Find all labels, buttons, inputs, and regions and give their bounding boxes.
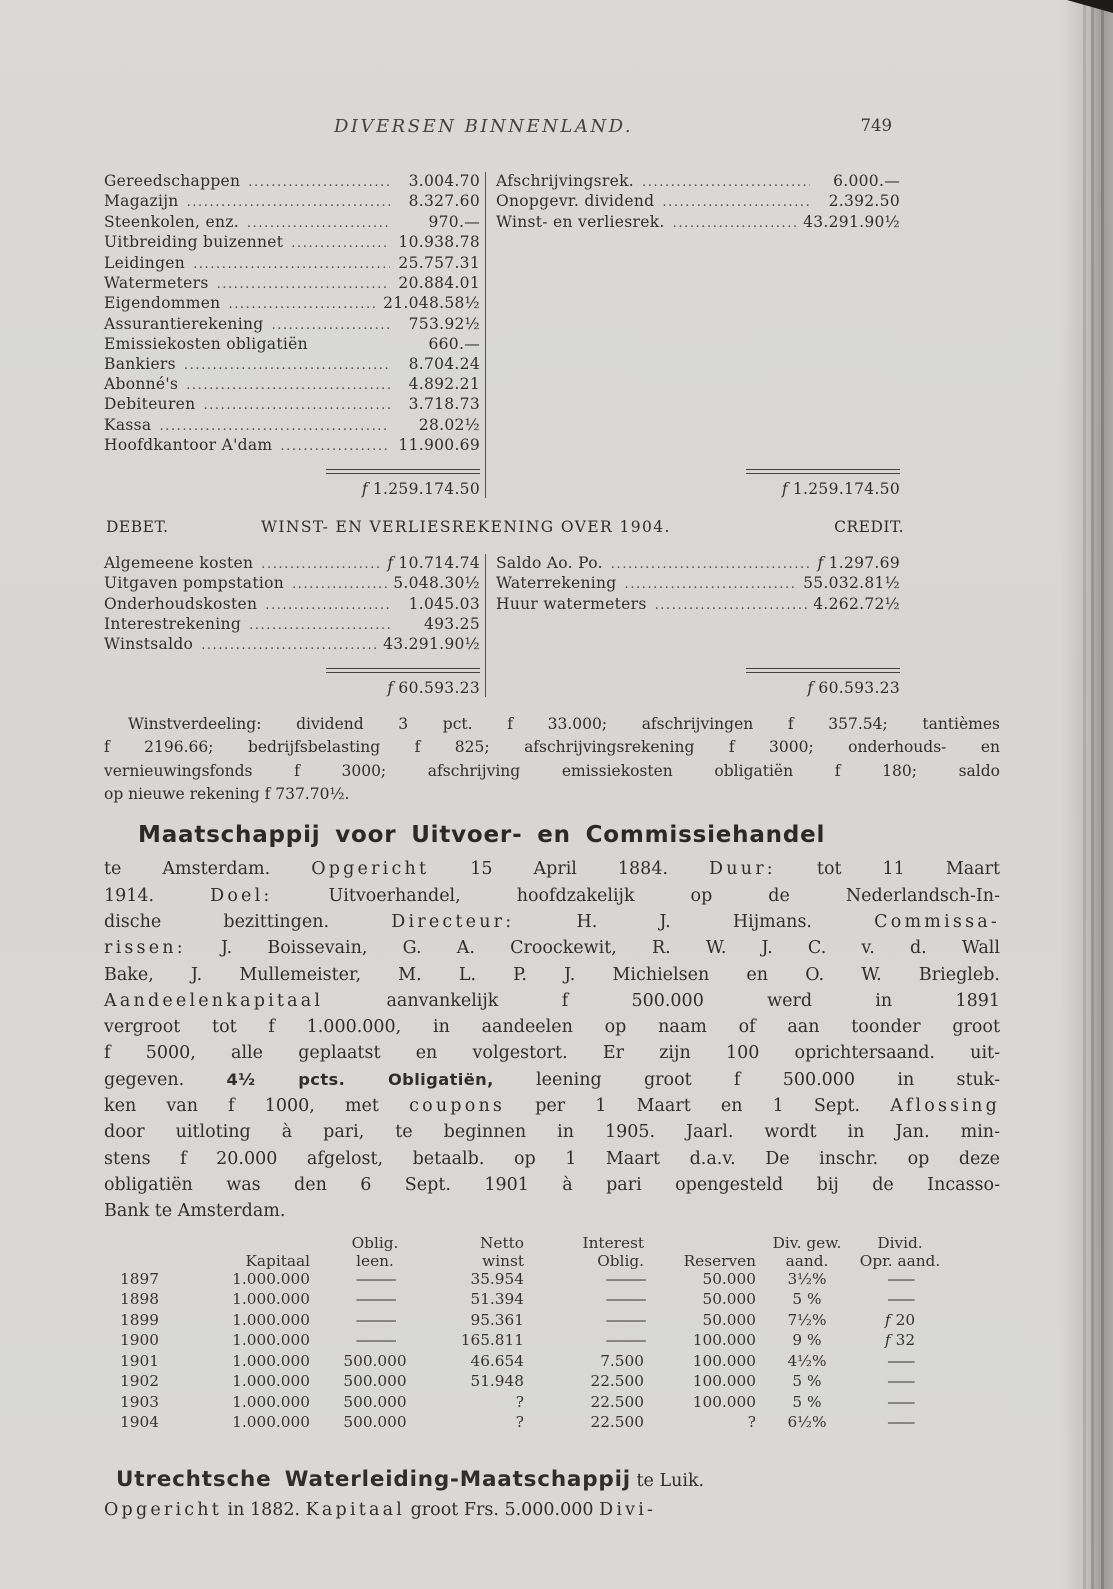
ledger-label: Gereedschappen <box>104 172 241 190</box>
text-line <box>104 935 1000 961</box>
text-segment: vernieuwingsfonds f 3000; afschrijving emissiekosten obligatiën f 180; saldo <box>104 761 1000 780</box>
ledger-value: 4.262.72½ <box>813 594 900 613</box>
ledger-row <box>104 254 480 274</box>
company-name-heading: Maatschappij voor Uitvoer- en Commissiehandel <box>138 822 826 849</box>
total-value: 60.593.23 <box>818 678 900 697</box>
text-segment: rissen: <box>104 938 186 959</box>
ledger-value: 6.000.— <box>833 172 900 190</box>
total-value: 1.259.174.50 <box>792 479 900 498</box>
total-rule <box>326 668 480 673</box>
table-header-cell: Kapitaal <box>245 1251 310 1270</box>
florin-sign: f <box>387 553 394 572</box>
table-header-cell <box>112 1235 178 1253</box>
balance-credit-total <box>496 469 900 498</box>
table-cell: 1.000.000 <box>232 1331 310 1349</box>
ledger-label: Winstsaldo <box>104 635 194 654</box>
ledger-label: Saldo Ao. Po. <box>496 553 603 572</box>
ledger-label: Afschrijvingsrek. <box>496 172 635 190</box>
table-cell: 500.000 <box>343 1351 407 1370</box>
pnl-debit-column <box>104 554 486 697</box>
text-line <box>104 783 1000 806</box>
florin-sign: f <box>817 553 824 572</box>
running-head <box>104 116 1004 142</box>
ledger-row <box>104 294 480 314</box>
table-cell: 1897 <box>120 1269 159 1288</box>
table-row <box>112 1373 946 1394</box>
table-header-cell: Reserven <box>683 1251 756 1270</box>
total-rule <box>746 668 900 673</box>
dot-leader <box>203 395 390 415</box>
table-cell: f 32 <box>884 1331 916 1349</box>
balance-debit-column <box>104 172 486 498</box>
table-cell: 7½% <box>787 1310 827 1329</box>
text-line <box>104 736 1000 759</box>
ledger-label: Assurantierekening <box>104 314 264 333</box>
dot-leader <box>642 172 810 192</box>
table-cell: 100.000 <box>692 1392 756 1411</box>
text-line <box>104 883 1000 909</box>
text-line <box>104 962 1000 988</box>
total-amount <box>496 480 900 498</box>
text-line <box>104 988 1000 1014</box>
text-segment: Opgericht <box>104 1499 222 1520</box>
financial-year-table <box>112 1235 946 1435</box>
text-segment: groot Frs. 5.000.000 <box>405 1499 600 1520</box>
page-title: DIVERSEN BINNENLAND. <box>334 116 634 137</box>
table-header-cell <box>656 1235 760 1253</box>
dot-leader <box>249 615 390 635</box>
florin-sign: f <box>361 479 368 498</box>
ledger-row <box>496 595 900 615</box>
ledger-label: Uitbreiding buizennet <box>104 233 284 252</box>
table-cell: —— <box>887 1290 913 1308</box>
table-cell: ? <box>747 1413 756 1431</box>
ledger-value: 21.048.58½ <box>383 294 480 313</box>
dot-leader <box>184 355 390 375</box>
ledger-label: Onopgevr. dividend <box>496 192 655 211</box>
dot-leader <box>217 274 390 294</box>
total-rule <box>326 469 480 474</box>
ledger-label: Algemeene kosten <box>104 553 254 572</box>
table-row <box>112 1291 946 1312</box>
ledger-row <box>104 213 480 233</box>
text-line <box>104 909 1000 935</box>
table-header-cell: Div. gew. <box>772 1233 842 1252</box>
ledger-value: 753.92½ <box>408 314 480 333</box>
balance-debit-items <box>104 172 480 457</box>
table-cell: 1899 <box>120 1310 159 1329</box>
ledger-value: f 1.297.69 <box>817 553 900 572</box>
table-header-cell: winst <box>482 1251 524 1270</box>
text-line <box>104 1198 1000 1224</box>
table-cell: —— <box>887 1413 913 1431</box>
winstverdeeling-paragraph <box>104 713 1000 807</box>
table-cell: ——— <box>355 1269 395 1288</box>
ledger-label: Onderhoudskosten <box>104 594 258 613</box>
table-header-cell: leen. <box>356 1251 394 1270</box>
ledger-label: Kassa <box>104 415 152 434</box>
table-cell: —— <box>887 1392 913 1411</box>
table-header-cell: Opr. aand. <box>859 1251 941 1270</box>
table-cell: ——— <box>605 1290 644 1308</box>
dot-leader <box>655 595 808 615</box>
ledger-label: Waterrekening <box>496 574 617 593</box>
text-segment: stens f 20.000 afgelost, betaalb. op 1 Maart d.a.v. De inschr. op deze <box>104 1148 1000 1169</box>
ledger-label: Eigendommen <box>104 294 221 313</box>
debet-label: DEBET. <box>106 517 169 536</box>
ledger-row <box>104 355 480 375</box>
text-segment: leening groot f 500.000 in stuk- <box>493 1069 1000 1090</box>
ledger-row <box>104 192 480 212</box>
ledger-row <box>104 574 480 594</box>
ledger-row <box>104 436 480 456</box>
dot-leader <box>261 554 381 574</box>
table-cell: 5 % <box>792 1372 822 1390</box>
ledger-value: f 10.714.74 <box>387 553 480 572</box>
table-cell: 50.000 <box>702 1269 756 1288</box>
credit-label: CREDIT. <box>834 517 904 536</box>
ledger-value: 55.032.81½ <box>803 574 900 593</box>
text-segment: Divi- <box>599 1499 657 1520</box>
table-row <box>112 1332 946 1353</box>
total-amount <box>104 679 480 697</box>
ledger-value: 43.291.90½ <box>803 212 900 231</box>
pnl-title: WINST- EN VERLIESREKENING OVER 1904. <box>261 517 671 536</box>
table-row <box>112 1353 946 1374</box>
table-cell: 22.500 <box>590 1392 644 1411</box>
ledger-row <box>104 635 480 655</box>
text-segment: obligatiën was den 6 Sept. 1901 à pari opengesteld bij de Incasso- <box>104 1174 1000 1195</box>
ledger-value: 4.892.21 <box>408 375 480 394</box>
table-cell: 5 % <box>792 1392 822 1411</box>
company2-heading-paragraph <box>104 1465 1000 1525</box>
table-cell: 35.954 <box>470 1269 524 1288</box>
pnl-debit-total <box>104 668 480 697</box>
florin-sign: f <box>884 1310 891 1329</box>
table-cell: ——— <box>605 1331 644 1349</box>
ledger-value: 493.25 <box>423 614 480 633</box>
table-cell: 6½% <box>787 1413 827 1431</box>
total-rule <box>746 469 900 474</box>
text-segment: coupons <box>409 1096 506 1117</box>
dot-leader <box>265 595 390 615</box>
total-amount <box>496 679 900 697</box>
florin-sign: f <box>884 1331 891 1349</box>
ledger-row <box>104 335 480 354</box>
text-segment: Opgericht <box>311 859 430 880</box>
text-segment: te Luik. <box>630 1470 705 1491</box>
dot-leader <box>201 635 377 655</box>
ledger-value: 3.004.70 <box>408 172 480 190</box>
text-segment: Doel: <box>210 885 273 906</box>
table-cell: ? <box>515 1392 524 1411</box>
table-header-cell: Interest <box>582 1233 644 1252</box>
text-segment: f 5000, alle geplaatst en volgestort. Er zijn 100 oprichtersaand. uit- <box>104 1043 1000 1064</box>
ledger-row <box>104 274 480 294</box>
table-cell: 1898 <box>120 1290 159 1308</box>
company-description-paragraph <box>104 856 1000 1224</box>
table-cell: 1.000.000 <box>232 1392 310 1411</box>
balance-debit-total <box>104 469 480 498</box>
table-cell: —— <box>887 1372 913 1390</box>
table-cell: 3½% <box>787 1269 827 1288</box>
pnl-credit-total <box>496 668 900 697</box>
table-cell: 5 % <box>792 1290 822 1308</box>
text-segment: te Amsterdam. <box>104 859 312 880</box>
table-cell: 7.500 <box>600 1351 644 1370</box>
page-number: 749 <box>860 116 892 135</box>
table-cell: 1901 <box>120 1351 159 1370</box>
text-line <box>104 1067 1000 1093</box>
text-segment: gegeven. <box>104 1069 227 1090</box>
table-cell: 1.000.000 <box>232 1413 310 1431</box>
dot-leader <box>673 213 797 233</box>
table-cell: f 20 <box>884 1310 916 1329</box>
text-segment: H. J. Hijmans. <box>514 911 875 932</box>
ledger-value: 2.392.50 <box>828 192 900 211</box>
ledger-label: Abonné's <box>104 375 179 394</box>
ledger-row <box>104 395 480 415</box>
table-cell: ? <box>515 1413 524 1431</box>
pnl-credit-column <box>486 554 900 697</box>
ledger-value: 3.718.73 <box>408 395 480 414</box>
text-line <box>104 713 1000 736</box>
table-cell: ——— <box>605 1310 644 1329</box>
table-header-cell: Netto <box>480 1233 524 1252</box>
dot-leader <box>271 315 390 335</box>
balance-sheet <box>104 172 1004 498</box>
text-segment: Utrechtsche Waterleiding-Maatschappij <box>116 1466 631 1492</box>
text-line <box>104 1040 1000 1066</box>
ledger-value: 970.— <box>428 212 480 231</box>
text-segment: 1914. <box>104 885 211 906</box>
dot-leader <box>625 574 798 594</box>
table-cell: 9 % <box>792 1331 822 1349</box>
text-segment: Directeur: <box>391 911 515 932</box>
text-segment: Uitvoerhandel, hoofdzakelijk op de Nederlandsch-In- <box>272 885 1000 906</box>
table-cell: ——— <box>355 1310 395 1329</box>
table-cell: 50.000 <box>702 1310 756 1329</box>
total-value: 60.593.23 <box>398 678 480 697</box>
text-line <box>104 1172 1000 1198</box>
dot-leader <box>186 375 390 395</box>
dot-leader <box>159 416 390 436</box>
table-cell: 100.000 <box>692 1372 756 1390</box>
table-row <box>112 1394 946 1415</box>
table-cell: 1.000.000 <box>232 1372 310 1390</box>
table-cell: —— <box>887 1351 913 1370</box>
table-cell: —— <box>887 1269 913 1288</box>
table-header-cell <box>112 1253 178 1271</box>
table-cell: 500.000 <box>343 1392 407 1411</box>
table-row <box>112 1271 946 1292</box>
page-corner-shadow <box>1067 0 1113 13</box>
dot-leader <box>292 574 387 594</box>
text-segment: tot 11 Maart <box>775 859 1001 880</box>
text-segment: in 1882. <box>221 1499 306 1520</box>
table-cell: 4½% <box>787 1351 827 1370</box>
ledger-row <box>496 554 900 574</box>
table-cell: 1904 <box>120 1413 159 1431</box>
table-cell: 1903 <box>120 1392 159 1411</box>
text-segment: door uitloting à pari, te beginnen in 1905. Jaarl. wordt in Jan. min- <box>104 1122 1000 1143</box>
ledger-value: 28.02½ <box>418 415 480 434</box>
ledger-row <box>104 315 480 335</box>
text-line <box>104 1465 1000 1496</box>
text-segment: Winstverdeeling: dividend 3 pct. f 33.000; afschrijvingen f 357.54; tantièmes <box>128 714 1000 733</box>
ledger-row <box>104 615 480 635</box>
ledger-row <box>104 375 480 395</box>
ledger-label: Magazijn <box>104 192 179 211</box>
table-header-row <box>112 1253 946 1271</box>
table-cell: 46.654 <box>470 1351 524 1370</box>
text-line <box>104 760 1000 783</box>
page-content <box>104 116 1004 1525</box>
ledger-value: 5.048.30½ <box>393 574 480 593</box>
total-value: 1.259.174.50 <box>372 479 480 498</box>
florin-sign: f <box>781 479 788 498</box>
text-segment: Aflossing <box>890 1096 1000 1117</box>
text-line <box>104 1119 1000 1145</box>
table-cell: 95.361 <box>470 1310 524 1329</box>
text-segment: aanvankelijk f 500.000 werd in 1891 <box>323 990 1000 1011</box>
table-cell: 1902 <box>120 1372 159 1390</box>
table-cell: 1.000.000 <box>232 1269 310 1288</box>
florin-sign: f <box>807 678 814 697</box>
page-edge-shadow <box>1061 0 1113 1589</box>
table-cell: 1.000.000 <box>232 1310 310 1329</box>
ledger-label: Uitgaven pompstation <box>104 574 285 593</box>
text-segment: f 2196.66; bedrijfsbelasting f 825; afschrijvingsrekening f 3000; onderhouds- en <box>104 738 1000 757</box>
table-cell: 100.000 <box>692 1351 756 1370</box>
ledger-label: Huur watermeters <box>496 594 647 613</box>
table-cell: 22.500 <box>590 1372 644 1390</box>
table-header-cell: Divid. <box>877 1233 923 1252</box>
table-cell: 1900 <box>120 1331 159 1349</box>
pnl-header <box>104 518 1004 540</box>
ledger-value: 1.045.03 <box>408 594 480 613</box>
table-cell: 500.000 <box>343 1413 407 1431</box>
table-cell: 100.000 <box>692 1331 756 1349</box>
ledger-value: 25.757.31 <box>398 253 480 272</box>
text-line <box>104 856 1000 882</box>
table-cell: 51.948 <box>470 1372 524 1390</box>
ledger-label: Emissiekosten obligatiën <box>104 335 308 354</box>
table-header-cell <box>178 1235 322 1253</box>
text-segment: dische bezittingen. <box>104 911 392 932</box>
text-line <box>104 1093 1000 1119</box>
profit-loss-sheet <box>104 554 1004 697</box>
table-row <box>112 1312 946 1333</box>
text-segment: Bake, J. Mullemeister, M. L. P. J. Michielsen en O. W. Briegleb. <box>104 964 1000 985</box>
ledger-label: Bankiers <box>104 354 176 373</box>
ledger-label: Leidingen <box>104 253 186 272</box>
dot-leader <box>248 172 390 192</box>
dot-leader <box>247 213 390 233</box>
table-header-cell: Oblig. <box>597 1251 644 1270</box>
text-segment: 4½ pcts. Obligatiën, <box>226 1069 494 1089</box>
table-header-cell: aand. <box>785 1251 829 1270</box>
table-cell: 51.394 <box>470 1290 524 1308</box>
table-header-cell: Oblig. <box>351 1233 399 1252</box>
ledger-value: 11.900.69 <box>398 436 480 455</box>
ledger-row <box>104 233 480 253</box>
ledger-row <box>104 554 480 574</box>
text-segment: per 1 Maart en 1 Sept. <box>505 1096 891 1117</box>
ledger-row <box>496 192 900 212</box>
dot-leader <box>187 192 390 212</box>
text-line <box>104 1496 1000 1525</box>
table-header-row <box>112 1235 946 1253</box>
text-segment: J. Boissevain, G. A. Croockewit, R. W. J. C. v. d. Wall <box>185 938 1000 959</box>
ledger-row <box>496 172 900 192</box>
table-cell: 22.500 <box>590 1413 644 1431</box>
florin-sign: f <box>387 678 394 697</box>
text-segment: Bank te Amsterdam. <box>104 1201 286 1222</box>
dot-leader <box>280 436 390 456</box>
dot-leader <box>193 254 390 274</box>
text-segment: 15 April 1884. <box>429 859 710 880</box>
balance-credit-column <box>486 172 900 498</box>
text-segment: vergroot tot f 1.000.000, in aandeelen op naam of aan toonder groot <box>104 1017 1000 1038</box>
text-segment: Kapitaal <box>305 1499 406 1520</box>
ledger-row <box>496 213 900 233</box>
table-cell: ——— <box>605 1269 644 1288</box>
table-row <box>112 1414 946 1435</box>
table-cell: ——— <box>355 1290 395 1308</box>
ledger-label: Watermeters <box>104 274 209 293</box>
table-cell: 50.000 <box>702 1290 756 1308</box>
dot-leader <box>228 294 377 314</box>
table-cell: 500.000 <box>343 1372 407 1390</box>
text-segment: Duur: <box>709 859 776 880</box>
text-segment: Aandeelenkapitaal <box>104 990 324 1011</box>
ledger-value: 660.— <box>428 335 480 354</box>
ledger-value: 43.291.90½ <box>383 635 480 654</box>
text-segment: ken van f 1000, met <box>104 1096 410 1117</box>
text-segment: Commissa- <box>874 911 1000 932</box>
ledger-row <box>496 574 900 594</box>
table-cell: 1.000.000 <box>232 1351 310 1370</box>
balance-credit-items <box>496 172 900 233</box>
ledger-row <box>104 416 480 436</box>
ledger-label: Winst- en verliesrek. <box>496 212 665 231</box>
ledger-label: Steenkolen, enz. <box>104 212 239 231</box>
ledger-value: 20.884.01 <box>398 274 480 293</box>
dot-leader <box>662 192 810 212</box>
ledger-label: Interestrekening <box>104 614 242 633</box>
dot-leader <box>611 554 810 574</box>
dot-leader <box>291 233 390 253</box>
table-cell: 1.000.000 <box>232 1290 310 1308</box>
ledger-value: 8.327.60 <box>408 192 480 211</box>
text-line <box>104 1146 1000 1172</box>
ledger-value: 8.704.24 <box>408 354 480 373</box>
table-cell: 165.811 <box>460 1331 524 1349</box>
ledger-value: 10.938.78 <box>398 233 480 252</box>
ledger-row <box>104 595 480 615</box>
total-amount <box>104 480 480 498</box>
text-line <box>104 1014 1000 1040</box>
pnl-debit-items <box>104 554 480 656</box>
text-segment: op nieuwe rekening f 737.70½. <box>104 784 350 803</box>
ledger-label: Hoofdkantoor A'dam <box>104 436 273 455</box>
table-cell: ——— <box>355 1331 395 1349</box>
pnl-credit-items <box>496 554 900 615</box>
ledger-row <box>104 172 480 192</box>
ledger-label: Debiteuren <box>104 395 196 414</box>
